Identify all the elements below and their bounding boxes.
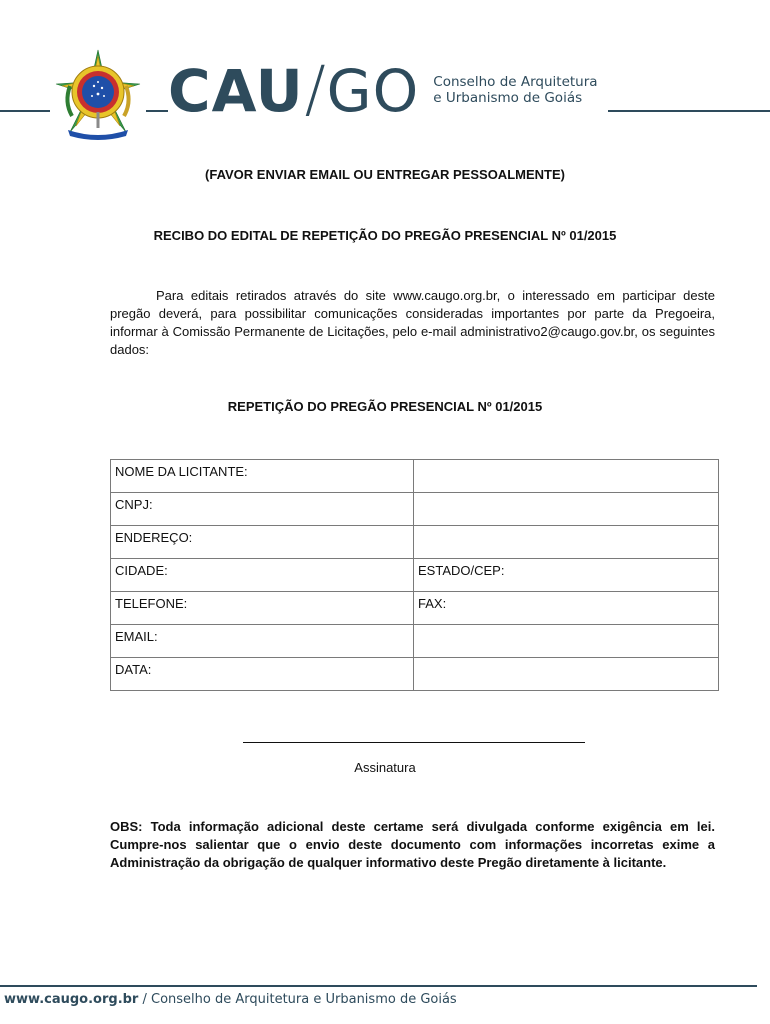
brand-logo <box>168 50 608 125</box>
footer-site-link[interactable]: www.caugo.org.br <box>4 992 139 1007</box>
brand-subtitle-line2: e Urbanismo de Goiás <box>433 90 583 106</box>
form-label-fax[interactable]: FAX: <box>414 592 719 625</box>
form-label-endereco: ENDEREÇO: <box>111 526 414 559</box>
signature-label: Assinatura <box>354 760 416 775</box>
form-row-cnpj <box>111 493 719 526</box>
form-row-telefone <box>111 592 719 625</box>
page-header <box>0 0 770 150</box>
brazil-coat-of-arms-icon <box>50 46 146 142</box>
form-row-nome <box>111 460 719 493</box>
form-row-email <box>111 625 719 658</box>
form-field-nome[interactable] <box>414 460 719 493</box>
form-row-endereco <box>111 526 719 559</box>
form-field-data[interactable] <box>414 658 719 691</box>
form-row-data <box>111 658 719 691</box>
form-row-cidade <box>111 559 719 592</box>
bidder-form-table <box>110 459 719 691</box>
intro-paragraph: Para editais retirados através do site www.caugo.org.br, o interessado em participar deste pregão deverá, para possibilitar comunicações consideradas importantes por parte da Pregoeira, informar à Comissão Permanente de Licitações, pelo e-mail administrativo2@caugo.gov.br, os seguintes dados: <box>110 288 715 357</box>
footer-divider <box>0 985 757 987</box>
brand-go: GO <box>326 57 420 125</box>
footer-separator: / <box>138 992 152 1007</box>
form-label-estado-cep[interactable]: ESTADO/CEP: <box>414 559 719 592</box>
brand-slash: / <box>304 52 326 125</box>
receipt-title: RECIBO DO EDITAL DE REPETIÇÃO DO PREGÃO PRESENCIAL Nº 01/2015 <box>153 228 617 243</box>
form-label-telefone[interactable]: TELEFONE: <box>111 592 414 625</box>
form-field-email[interactable] <box>414 625 719 658</box>
form-label-data: DATA: <box>111 658 414 691</box>
form-label-email: EMAIL: <box>111 625 414 658</box>
form-title: REPETIÇÃO DO PREGÃO PRESENCIAL Nº 01/2015 <box>227 399 543 414</box>
brand-subtitle <box>433 74 597 106</box>
form-label-nome: NOME DA LICITANTE: <box>111 460 414 493</box>
form-label-cidade[interactable]: CIDADE: <box>111 559 414 592</box>
signature-line <box>243 742 585 743</box>
brand-cau: CAU <box>168 57 304 125</box>
footer-org-name: Conselho de Arquitetura e Urbanismo de Goiás <box>151 992 457 1007</box>
form-label-cnpj: CNPJ: <box>111 493 414 526</box>
form-field-endereco[interactable] <box>414 526 719 559</box>
page-footer <box>4 992 457 1007</box>
form-field-cnpj[interactable] <box>414 493 719 526</box>
observation-note: OBS: Toda informação adicional deste certame será divulgada conforme exigência em lei. Cumpre-nos salientar que o envio deste documento com informações incorretas exime a Administração da obrigação de qualquer informativo deste Pregão diretamente à licitante. <box>110 819 715 870</box>
brand-subtitle-line1: Conselho de Arquitetura <box>433 74 598 90</box>
notice-heading: (FAVOR ENVIAR EMAIL OU ENTREGAR PESSOALMENTE) <box>205 167 565 182</box>
